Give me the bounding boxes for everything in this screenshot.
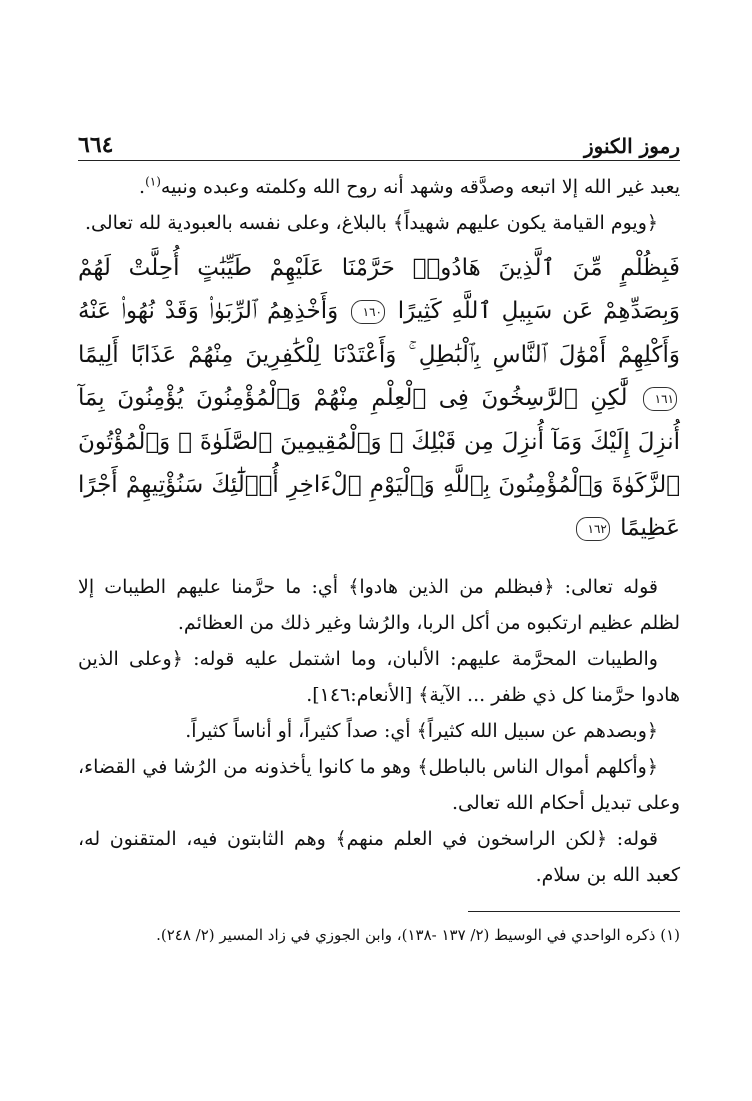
verse-number-marker: ١٦٠ bbox=[351, 300, 385, 324]
verse-number-marker: ١٦١ bbox=[643, 387, 677, 411]
book-page bbox=[78, 128, 680, 950]
commentary-paragraph: والطيبات المحرَّمة عليهم: الألبان، وما اشتمل عليه قوله: ﴿وعلى الذين هادوا حرَّمنا كل ذي ظفر ... الآية﴾ [الأنعام:١٤٦]. bbox=[78, 647, 680, 706]
footnote-divider bbox=[468, 911, 680, 912]
quran-verse-161: وَأَخْذِهِمُ ٱلرِّبَوٰا۟ وَقَدْ نُهُوا۟ عَنْهُ وَأَكْلِهِمْ أَمْوَٰلَ ٱلنَّاسِ بِٱلْبَٰطِلِ ۚ وَأَعْتَدْنَا لِلْكَٰفِرِينَ مِنْهُمْ عَذَابًا أَلِيمًا bbox=[78, 298, 680, 368]
commentary-paragraph: قوله تعالى: ﴿فبظلم من الذين هادوا﴾ أي: ما حرَّمنا عليهم الطيبات إلا لظلم عظيم ارتكبوه من أكل الربا، والرُشا وغير ذلك من العظائم. bbox=[78, 575, 680, 634]
paragraph-qiyamah: ﴿ويوم القيامة يكون عليهم شهيداً﴾ بالبلاغ، وعلى نفسه بالعبودية لله تعالى. bbox=[84, 212, 658, 234]
commentary-paragraph: ﴿وأكلهم أموال الناس بالباطل﴾ وهو ما كانوا يأخذونه من الرُشا في القضاء، وعلى تبديل أحكام الله تعالى. bbox=[78, 755, 680, 814]
paragraph-text: يعبد غير الله إلا اتبعه وصدَّقه وشهد أنه روح الله وكلمته وعبده ونبيه bbox=[160, 176, 680, 198]
page-number: ٦٦٤ bbox=[78, 132, 114, 158]
running-head: رموز الكنوز bbox=[583, 134, 680, 158]
paragraph-continuation bbox=[78, 169, 680, 205]
paragraph-end-mark: . bbox=[139, 176, 146, 198]
commentary-paragraph: قوله: ﴿لكن الراسخون في العلم منهم﴾ وهم الثابتون فيه، المتقنون له، كعبد الله بن سلام. bbox=[78, 827, 680, 886]
footnote: (١) ذكره الواحدي في الوسيط (٢/ ١٣٧ -١٣٨)، وابن الجوزي في زاد المسير (٢/ ٢٤٨). bbox=[156, 925, 680, 944]
quran-verse-160: فَبِظُلْمٍ مِّنَ ٱلَّذِينَ هَادُوا۟ حَرَّمْنَا عَلَيْهِمْ طَيِّبَٰتٍ أُحِلَّتْ لَهُمْ وَبِصَدِّهِمْ عَن سَبِيلِ ٱللَّهِ كَثِيرًا bbox=[78, 255, 681, 325]
footnote-reference: (١) bbox=[145, 174, 161, 189]
quran-verses bbox=[78, 247, 680, 551]
quran-verse-162: لَّٰكِنِ ٱلرَّٰسِخُونَ فِى ٱلْعِلْمِ مِنْهُمْ وَٱلْمُؤْمِنُونَ يُؤْمِنُونَ بِمَآ أُنزِلَ إِلَيْكَ وَمَآ أُنزِلَ مِن قَبْلِكَ ۚ وَٱلْمُقِيمِينَ ٱلصَّلَوٰةَ ۚ وَٱلْمُؤْتُونَ ٱلزَّكَوٰةَ وَٱلْمُؤْمِنُونَ بِٱللَّهِ وَٱلْيَوْمِ ٱلْءَاخِرِ أُو۟لَٰٓئِكَ سَنُؤْتِيهِمْ أَجْرًا عَظِيمًا bbox=[78, 385, 680, 542]
commentary-paragraph: ﴿وبصدهم عن سبيل الله كثيراً﴾ أي: صداً كثيراً، أو أناساً كثيراً. bbox=[185, 719, 658, 742]
verse-number-marker: ١٦٢ bbox=[576, 517, 610, 541]
page-header bbox=[78, 128, 680, 161]
